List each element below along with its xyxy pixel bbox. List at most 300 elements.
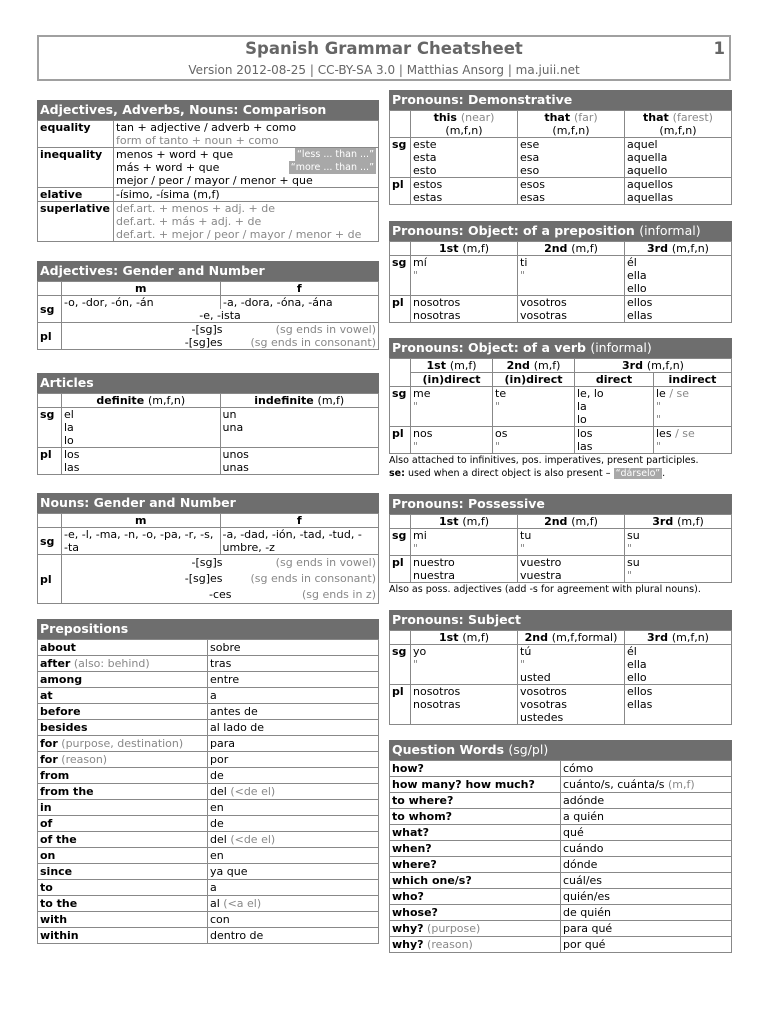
ditto-mark: " — [520, 542, 526, 555]
column-note: (far) — [573, 111, 598, 124]
word: vosotros — [520, 296, 567, 309]
spanish-word: qué — [563, 826, 584, 839]
column-header: 3rd — [647, 631, 668, 644]
word: este — [413, 138, 437, 151]
spanish-word: al — [210, 897, 220, 910]
word-note: (purpose) — [427, 922, 481, 935]
table-row — [38, 656, 379, 672]
word: mí — [413, 256, 427, 269]
column-header: 3rd — [647, 242, 668, 255]
table-row — [38, 672, 379, 688]
section-title: Pronouns: Demonstrative — [389, 90, 732, 110]
spanish-word: antes de — [210, 705, 258, 718]
word: esas — [520, 191, 545, 204]
word-note: (<a el) — [223, 897, 262, 910]
table-row — [38, 832, 379, 848]
footnote: Also as poss. adjectives (add -s for agreement with plural nouns). — [389, 584, 701, 595]
translation-tag: “less ... than ...” — [297, 149, 374, 160]
spanish-word: para — [210, 737, 235, 750]
spanish-word: del — [210, 785, 227, 798]
word: aquello — [627, 164, 668, 177]
rule-text: mejor / peor / mayor / menor + que — [116, 174, 313, 187]
english-word: about — [40, 641, 76, 654]
row-label: superlative — [38, 202, 114, 242]
noun-gender-section — [37, 493, 379, 604]
english-word: whose? — [392, 906, 438, 919]
word: un — [222, 408, 237, 421]
column-header: 1st — [439, 515, 459, 528]
word: estos — [413, 178, 443, 191]
table-row — [38, 880, 379, 896]
ending-note: (sg ends in vowel) — [275, 323, 376, 336]
spanish-word: ya que — [210, 865, 248, 878]
section-title: Prepositions — [37, 619, 379, 639]
column-header: 1st — [439, 631, 459, 644]
ditto-mark: " — [656, 400, 662, 413]
table-row — [38, 848, 379, 864]
word: ellas — [627, 698, 653, 711]
ditto-mark: " — [656, 413, 662, 426]
spanish-word: a — [210, 881, 217, 894]
spanish-word: en — [210, 849, 224, 862]
word: ti — [520, 256, 528, 269]
section-title: Articles — [37, 373, 379, 393]
english-word: after — [40, 657, 71, 670]
word: vosotras — [520, 698, 568, 711]
word: esa — [520, 151, 540, 164]
english-word: of the — [40, 833, 77, 846]
rule-text: def.art. + mejor / peor / mayor / menor + de — [116, 228, 362, 241]
section-title: Pronouns: Possessive — [389, 494, 732, 514]
gender-note: (m,f,n) — [445, 124, 483, 137]
section-title: Adjectives, Adverbs, Nouns: Comparison — [37, 100, 379, 120]
question-words-section — [389, 740, 732, 953]
section-title: Question Words (sg/pl) — [389, 740, 732, 760]
word: ello — [627, 282, 647, 295]
prepositions-section — [37, 619, 379, 944]
ditto-mark: " — [520, 269, 526, 282]
row-label: sg — [38, 408, 62, 448]
column-note: (farest) — [672, 111, 713, 124]
column-header: 2nd — [544, 515, 568, 528]
table-row — [390, 841, 732, 857]
gender-note: (m,f) — [533, 359, 561, 372]
english-word: at — [40, 689, 53, 702]
word: nosotros — [413, 685, 461, 698]
english-word: how many? how much? — [392, 778, 535, 791]
row-label: pl — [38, 555, 62, 604]
column-subheader: direct — [575, 373, 654, 387]
word: ella — [627, 269, 647, 282]
word: os — [495, 427, 508, 440]
word: aquella — [627, 151, 668, 164]
column-header: that — [544, 111, 571, 124]
row-label: inequality — [38, 148, 114, 188]
word-note: / se — [675, 427, 695, 440]
word: ellos — [627, 685, 653, 698]
column-header: 2nd — [544, 242, 568, 255]
column-header: that — [643, 111, 669, 124]
word: los — [64, 448, 80, 461]
word: el — [64, 408, 74, 421]
english-word: before — [40, 705, 81, 718]
gender-note: (m,f,n) — [671, 631, 709, 644]
word: esos — [520, 178, 545, 191]
spanish-word: por qué — [563, 938, 606, 951]
word: él — [627, 256, 637, 269]
table-row — [38, 640, 379, 656]
word: nosotras — [413, 698, 461, 711]
english-word: from — [40, 769, 70, 782]
column-header: 3rd — [622, 359, 643, 372]
ending-note: (sg ends in consonant) — [250, 336, 376, 349]
word-note: (m,f) — [667, 778, 695, 791]
word: le, lo — [577, 387, 604, 400]
column-header: 2nd — [524, 631, 548, 644]
row-label: pl — [390, 685, 411, 725]
spanish-word: cuándo — [563, 842, 604, 855]
gender-note: (m,f) — [449, 359, 477, 372]
table-row — [38, 800, 379, 816]
ditto-mark: " — [413, 400, 419, 413]
english-word: to whom? — [392, 810, 453, 823]
gender-note: (m,f) — [571, 242, 598, 255]
section-title: Adjectives: Gender and Number — [37, 261, 379, 281]
word: nosotros — [413, 296, 461, 309]
word: lo — [577, 413, 587, 426]
word: yo — [413, 645, 427, 658]
word: su — [627, 529, 640, 542]
word: aquel — [627, 138, 658, 151]
ditto-mark: " — [495, 440, 501, 453]
table-row — [38, 768, 379, 784]
word: ustedes — [520, 711, 564, 724]
table-row — [390, 905, 732, 921]
gender-note: (m,f,formal) — [551, 631, 618, 644]
spanish-word: a — [210, 689, 217, 702]
rule-text: más + word + que — [116, 161, 220, 174]
spanish-word: cuál/es — [563, 874, 603, 887]
word: la — [577, 400, 587, 413]
ditto-mark: " — [413, 269, 419, 282]
english-word: where? — [392, 858, 437, 871]
page-subtitle: Version 2012-08-25 | CC-BY-SA 3.0 | Matthias Ansorg | ma.juii.net — [188, 63, 580, 77]
rule-text: menos + word + que — [116, 148, 234, 161]
gender-note: (m,f) — [462, 242, 489, 255]
english-word: why? — [392, 922, 424, 935]
row-label: pl — [38, 448, 62, 475]
row-label: pl — [390, 296, 411, 323]
adjective-gender-section — [37, 261, 379, 350]
english-word: how? — [392, 762, 424, 775]
ending-text: -ces — [209, 588, 232, 601]
word: ella — [627, 658, 647, 671]
gender-note: (m,f,n) — [552, 124, 590, 137]
footnote: Also attached to infinitives, pos. imperatives, present participles. — [389, 455, 699, 466]
ditto-mark: " — [413, 542, 419, 555]
ending-text: -[sg]s — [191, 323, 223, 336]
row-label: pl — [390, 178, 411, 205]
possessive-section — [389, 494, 732, 596]
ending-note: (sg ends in vowel) — [275, 556, 376, 569]
ending-note: (sg ends in z) — [301, 588, 376, 601]
table-row — [390, 809, 732, 825]
word: usted — [520, 671, 551, 684]
column-header: this — [433, 111, 457, 124]
column-header: indefinite — [254, 394, 314, 407]
table-row — [38, 736, 379, 752]
english-word: of — [40, 817, 53, 830]
english-word: on — [40, 849, 56, 862]
word: esta — [413, 151, 437, 164]
gender-note: (m,f,n) — [659, 124, 697, 137]
table-row — [390, 937, 732, 953]
rule-text: -ísimo, -ísima (m,f) — [114, 188, 379, 202]
gender-note: (m,f,n) — [671, 242, 709, 255]
table-row — [38, 704, 379, 720]
column-header: definite — [96, 394, 145, 407]
word: su — [627, 556, 640, 569]
english-word: from the — [40, 785, 94, 798]
ditto-mark: " — [495, 400, 501, 413]
word: mi — [413, 529, 427, 542]
english-word: to the — [40, 897, 78, 910]
word: tú — [520, 645, 532, 658]
table-row — [38, 720, 379, 736]
word: eso — [520, 164, 540, 177]
gender-note: (m,f) — [677, 515, 704, 528]
row-label: sg — [390, 138, 411, 178]
table-row — [38, 912, 379, 928]
column-header: f — [220, 282, 379, 296]
demonstrative-section — [389, 90, 732, 205]
spanish-word: para qué — [563, 922, 613, 935]
english-word: with — [40, 913, 68, 926]
section-title: Nouns: Gender and Number — [37, 493, 379, 513]
rule-text: tan + adjective / adverb + como — [116, 121, 297, 134]
english-word: who? — [392, 890, 424, 903]
word: aquellas — [627, 191, 674, 204]
word: vosotros — [520, 685, 567, 698]
english-word: what? — [392, 826, 430, 839]
table-row — [390, 921, 732, 937]
word: nuestro — [413, 556, 455, 569]
word-note: (<de el) — [230, 833, 276, 846]
table-row — [390, 825, 732, 841]
rule-text: def.art. + menos + adj. + de — [116, 202, 275, 215]
english-word: for — [40, 737, 58, 750]
articles-section — [37, 373, 379, 475]
gender-note: (m,f,n) — [148, 394, 186, 407]
word: les — [656, 427, 672, 440]
ending-text: -e, -l, -ma, -n, -o, -pa, -r, -s, -ta — [62, 528, 221, 555]
row-label: elative — [38, 188, 114, 202]
word-note: (reason) — [427, 938, 473, 951]
comparison-section — [37, 100, 379, 242]
gender-note: (m,f) — [317, 394, 345, 407]
ditto-mark: " — [413, 440, 419, 453]
word: esto — [413, 164, 437, 177]
word: vosotras — [520, 309, 568, 322]
spanish-word: al lado de — [210, 721, 265, 734]
column-header: m — [62, 282, 221, 296]
row-label: equality — [38, 121, 114, 148]
word-note: (<de el) — [230, 785, 276, 798]
ending-text: -a, -dora, -óna, -ána — [223, 296, 333, 309]
table-row — [38, 864, 379, 880]
column-note: (near) — [460, 111, 495, 124]
ending-note: (sg ends in consonant) — [250, 572, 376, 585]
spanish-word: dónde — [563, 858, 598, 871]
column-header: m — [62, 514, 221, 528]
column-subheader: indirect — [654, 373, 732, 387]
word: nosotras — [413, 309, 461, 322]
spanish-word: adónde — [563, 794, 605, 807]
column-subheader: (in)direct — [411, 373, 493, 387]
row-label: pl — [38, 323, 62, 350]
gender-note: (m,f,n) — [646, 359, 684, 372]
header-box — [37, 35, 731, 81]
word-note: (also: behind) — [73, 657, 150, 670]
word: ello — [627, 671, 647, 684]
word: le — [656, 387, 666, 400]
spanish-word: por — [210, 753, 229, 766]
word: vuestra — [520, 569, 562, 582]
ditto-mark: " — [520, 658, 526, 671]
spanish-word: en — [210, 801, 224, 814]
word: los — [577, 427, 593, 440]
english-word: in — [40, 801, 52, 814]
word: ellos — [627, 296, 653, 309]
word-note: (purpose, destination) — [61, 737, 184, 750]
ending-text: -e, -ista — [199, 309, 241, 322]
english-word: among — [40, 673, 83, 686]
spanish-word: de — [210, 769, 224, 782]
column-header: 3rd — [652, 515, 674, 528]
english-word: to where? — [392, 794, 454, 807]
spanish-word: del — [210, 833, 227, 846]
english-word: which one/s? — [392, 874, 472, 887]
word: lo — [64, 434, 74, 447]
column-header: 2nd — [506, 359, 530, 372]
ending-text: -[sg]s — [191, 556, 223, 569]
english-word: why? — [392, 938, 424, 951]
subject-section — [389, 610, 732, 725]
table-row — [390, 777, 732, 793]
prepositions-table — [37, 639, 379, 944]
word: vuestro — [520, 556, 562, 569]
row-label: sg — [390, 529, 411, 556]
column-header: 1st — [426, 359, 446, 372]
object-preposition-section — [389, 221, 732, 323]
word: nos — [413, 427, 433, 440]
word-note: / se — [669, 387, 690, 400]
spanish-word: a quién — [563, 810, 604, 823]
table-row — [38, 784, 379, 800]
section-title: Pronouns: Subject — [389, 610, 732, 630]
word: tu — [520, 529, 532, 542]
word: me — [413, 387, 431, 400]
column-subheader: (in)direct — [493, 373, 575, 387]
spanish-word: cuánto/s, cuánta/s — [563, 778, 665, 791]
word: la — [64, 421, 74, 434]
ditto-mark: " — [627, 569, 633, 582]
table-row — [38, 816, 379, 832]
spanish-word: con — [210, 913, 230, 926]
word: una — [222, 421, 244, 434]
page-number: 1 — [713, 39, 725, 58]
section-title: Pronouns: Object: of a preposition (informal) — [389, 221, 732, 241]
word-note: (reason) — [61, 753, 108, 766]
spanish-word: dentro de — [210, 929, 264, 942]
ditto-mark: " — [413, 658, 419, 671]
spanish-word: sobre — [210, 641, 241, 654]
question-words-table — [389, 760, 732, 953]
section-title: Pronouns: Object: of a verb (informal) — [389, 338, 732, 358]
table-row — [390, 857, 732, 873]
footnote: se: used when a direct object is also present – “dárselo” . — [389, 468, 666, 479]
english-word: when? — [392, 842, 432, 855]
ending-text: -o, -dor, -ón, -án — [62, 296, 221, 309]
word: las — [64, 461, 80, 474]
row-label: pl — [390, 427, 411, 454]
table-row — [38, 752, 379, 768]
word: nuestra — [413, 569, 456, 582]
translation-tag: “more ... than ...” — [290, 162, 374, 173]
column-header: f — [220, 514, 379, 528]
spanish-word: cómo — [563, 762, 594, 775]
rule-text: def.art. + más + adj. + de — [116, 215, 262, 228]
spanish-word: tras — [210, 657, 232, 670]
ditto-mark: " — [627, 542, 633, 555]
object-verb-section — [389, 338, 732, 480]
gender-note: (m,f) — [462, 515, 489, 528]
table-row — [38, 688, 379, 704]
table-row — [390, 793, 732, 809]
row-label: pl — [390, 556, 411, 583]
row-label: sg — [390, 645, 411, 685]
word: estas — [413, 191, 443, 204]
word: unas — [222, 461, 249, 474]
table-row — [38, 928, 379, 944]
spanish-word: entre — [210, 673, 240, 686]
table-row — [390, 889, 732, 905]
word: las — [577, 440, 593, 453]
gender-note: (m,f) — [462, 631, 489, 644]
word: aquellos — [627, 178, 674, 191]
rule-text: form of tanto + noun + como — [116, 134, 279, 147]
english-word: for — [40, 753, 58, 766]
english-word: since — [40, 865, 73, 878]
ending-text: -[sg]es — [184, 572, 223, 585]
word: ese — [520, 138, 540, 151]
word: ellas — [627, 309, 653, 322]
column-header: 1st — [439, 242, 459, 255]
english-word: to — [40, 881, 53, 894]
word: te — [495, 387, 507, 400]
word: él — [627, 645, 637, 658]
ending-text: -[sg]es — [184, 336, 223, 349]
ditto-mark: " — [656, 440, 662, 453]
ending-text: -a, -dad, -ión, -tad, -tud, -umbre, -z — [220, 528, 379, 555]
row-label: sg — [38, 528, 62, 555]
english-word: within — [40, 929, 79, 942]
row-label: sg — [390, 256, 411, 296]
word: unos — [222, 448, 249, 461]
table-row — [390, 873, 732, 889]
page-title: Spanish Grammar Cheatsheet — [245, 39, 523, 58]
table-row — [38, 896, 379, 912]
